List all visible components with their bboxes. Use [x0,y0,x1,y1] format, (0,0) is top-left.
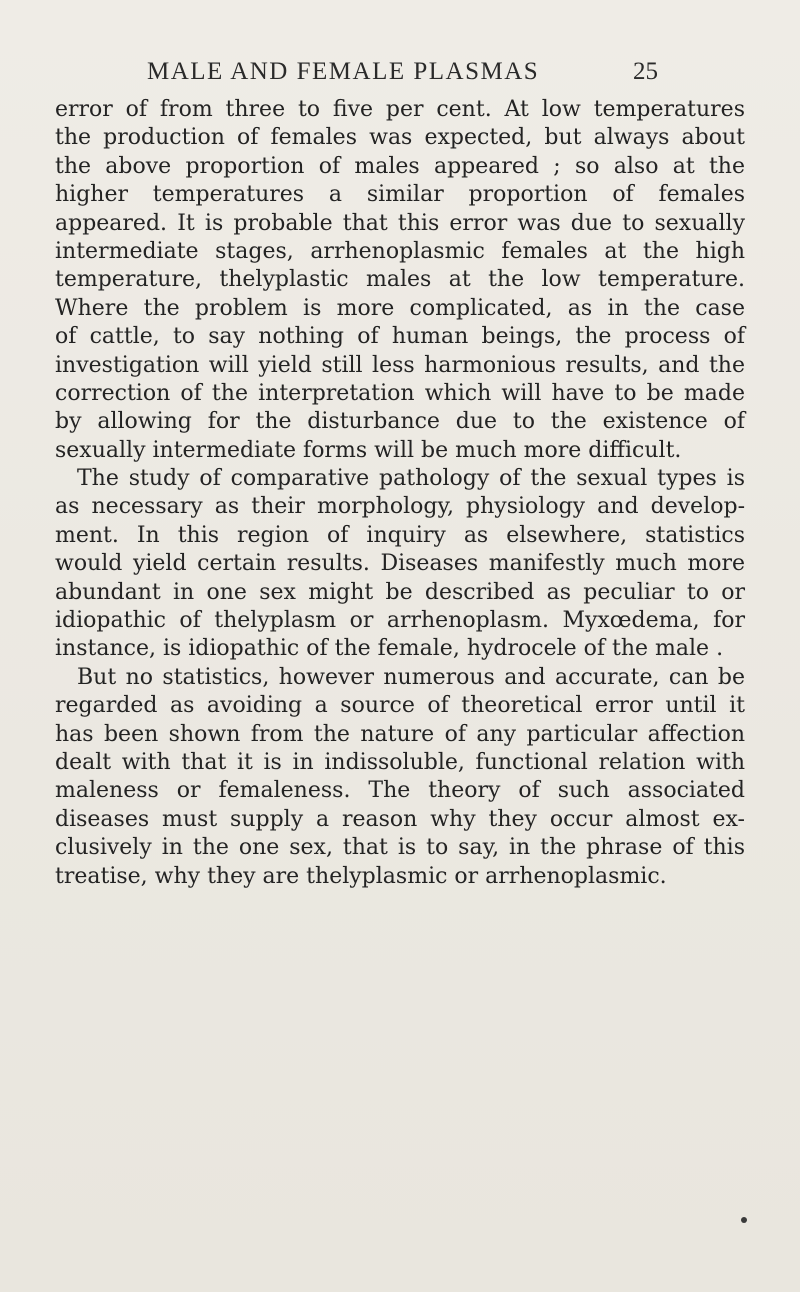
text-line: diseases must supply a reason why they occur almost ex- [55,806,745,832]
running-title: MALE AND FEMALE PLASMAS [147,58,540,85]
body-text [55,96,745,891]
text-line: the above proportion of males appeared ; so also at the [55,153,745,179]
text-line: has been shown from the nature of any particular affection [55,721,745,747]
text-line: maleness or femaleness. The theory of such associated [55,778,745,804]
text-line: of cattle, to say nothing of human beings, the process of [55,324,745,350]
text-line: clusively in the one sex, that is to say, in the phrase of this [55,835,745,861]
text-line: intermediate stages, arrhenoplasmic females at the high [55,238,745,264]
text-line: as necessary as their morphology, physiology and develop- [55,494,745,520]
page-number: 25 [633,58,658,85]
text-line: the production of females was expected, but always about [55,125,745,151]
running-head [55,58,800,98]
text-line: correction of the interpretation which will have to be made [55,380,745,406]
text-line: higher temperatures a similar proportion of females [55,182,745,208]
text-line: by allowing for the disturbance due to the existence of [55,409,745,435]
text-line: would yield certain results. Diseases manifestly much more [55,551,745,577]
text-line: sexually intermediate forms will be much more difficult. [55,437,682,463]
text-line: abundant in one sex might be described as peculiar to or [55,579,745,605]
text-line: error of from three to five per cent. At low temperatures [55,97,745,122]
text-line: investigation will yield still less harmonious results, and the [55,352,745,378]
text-line: instance, is idiopathic of the female, hydrocele of the male . [55,636,724,662]
text-line: regarded as avoiding a source of theoretical error until it [55,693,745,719]
ink-speck [741,1217,747,1223]
text-line: treatise, why they are thelyplasmic or arrhenoplasmic. [55,863,667,889]
text-line: appeared. It is probable that this error was due to sexually [55,210,745,236]
text-line: idiopathic of thelyplasm or arrhenoplasm. Myxœdema, for [55,608,745,634]
text-line: The study of comparative pathology of the sexual types is [77,466,745,492]
text-line: But no statistics, however numerous and accurate, can be [77,664,745,690]
text-line: temperature, thelyplastic males at the low temperature. [55,267,745,293]
text-line: ment. In this region of inquiry as elsewhere, statistics [55,522,745,548]
text-line: dealt with that it is in indissoluble, functional relation with [55,749,745,775]
text-line: Where the problem is more complicated, as in the case [55,295,745,321]
